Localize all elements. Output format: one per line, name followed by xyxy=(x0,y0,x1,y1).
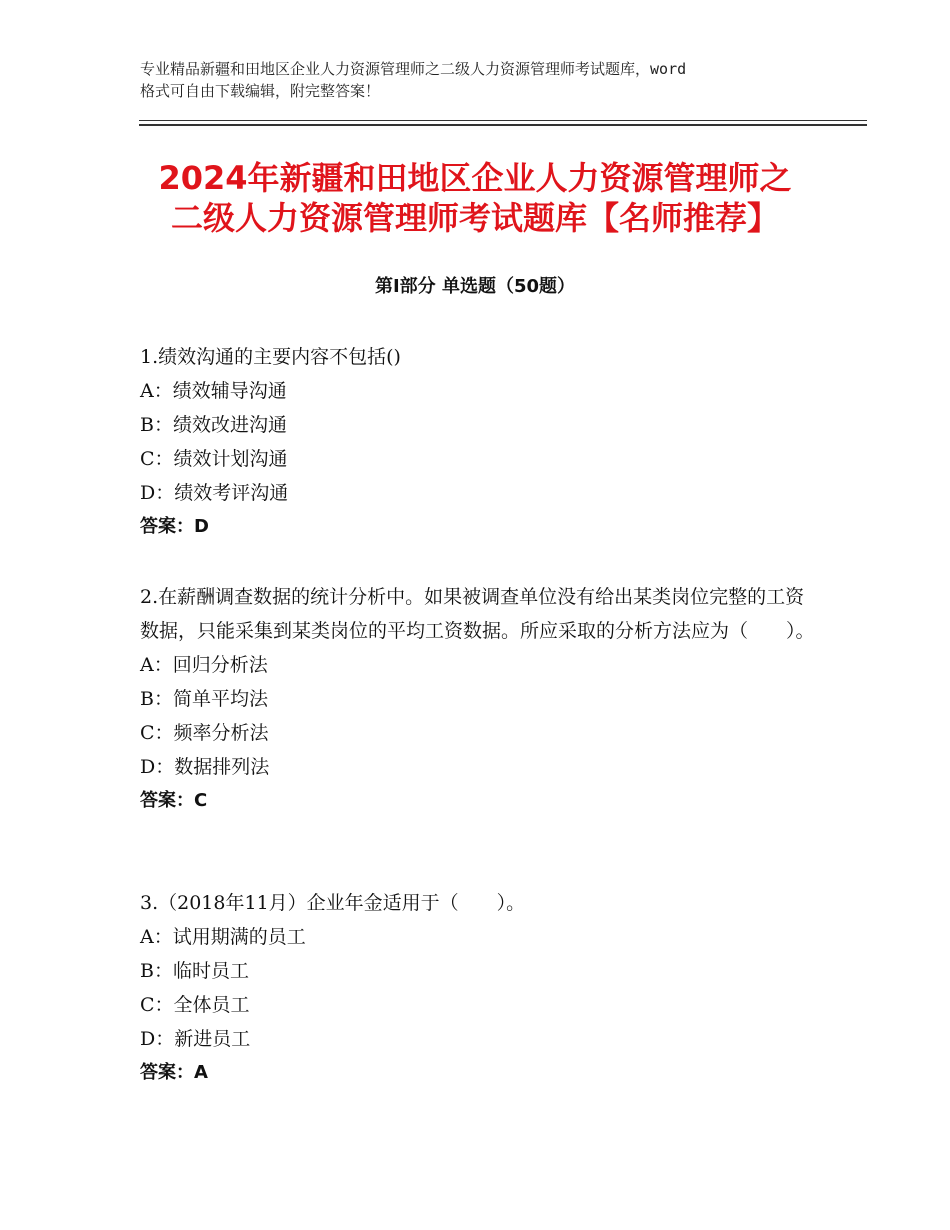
header-line-1: 专业精品新疆和田地区企业人力资源管理师之二级人力资源管理师考试题库，word xyxy=(140,60,687,78)
question-2 xyxy=(140,580,820,818)
question-1 xyxy=(140,340,820,544)
question-stem: 2.在薪酬调查数据的统计分析中。如果被调查单位没有给出某类岗位完整的工资数据，只能采集到某类岗位的平均工资数据。所应采取的分析方法应为（ ）。 xyxy=(140,586,815,642)
document-title xyxy=(95,158,855,238)
header-rule-thick xyxy=(139,124,867,126)
option-b: B：绩效改进沟通 xyxy=(140,414,287,436)
question-3 xyxy=(140,886,820,1090)
title-line-1: 2024年新疆和田地区企业人力资源管理师之 xyxy=(158,159,792,197)
option-a: A：试用期满的员工 xyxy=(140,926,306,948)
option-a: A：回归分析法 xyxy=(140,654,268,676)
answer: 答案：C xyxy=(140,790,208,811)
option-b: B：临时员工 xyxy=(140,960,249,982)
question-stem: 3.（2018年11月）企业年金适用于（ ）。 xyxy=(140,892,526,914)
answer: 答案：D xyxy=(140,516,209,537)
document-header xyxy=(140,58,820,102)
option-d: D：绩效考评沟通 xyxy=(140,482,289,504)
option-c: C：全体员工 xyxy=(140,994,250,1016)
header-rule-thin xyxy=(139,120,867,121)
header-line-2: 格式可自由下载编辑，附完整答案！ xyxy=(140,82,381,100)
option-d: D：数据排列法 xyxy=(140,756,270,778)
section-heading: 第Ⅰ部分 单选题（50题） xyxy=(374,276,575,297)
option-c: C：绩效计划沟通 xyxy=(140,448,288,470)
answer: 答案：A xyxy=(140,1062,208,1083)
option-a: A：绩效辅导沟通 xyxy=(140,380,287,402)
option-b: B：简单平均法 xyxy=(140,688,268,710)
question-stem: 1.绩效沟通的主要内容不包括() xyxy=(140,346,401,368)
title-line-2: 二级人力资源管理师考试题库【名师推荐】 xyxy=(170,199,779,237)
option-d: D：新进员工 xyxy=(140,1028,251,1050)
option-c: C：频率分析法 xyxy=(140,722,269,744)
